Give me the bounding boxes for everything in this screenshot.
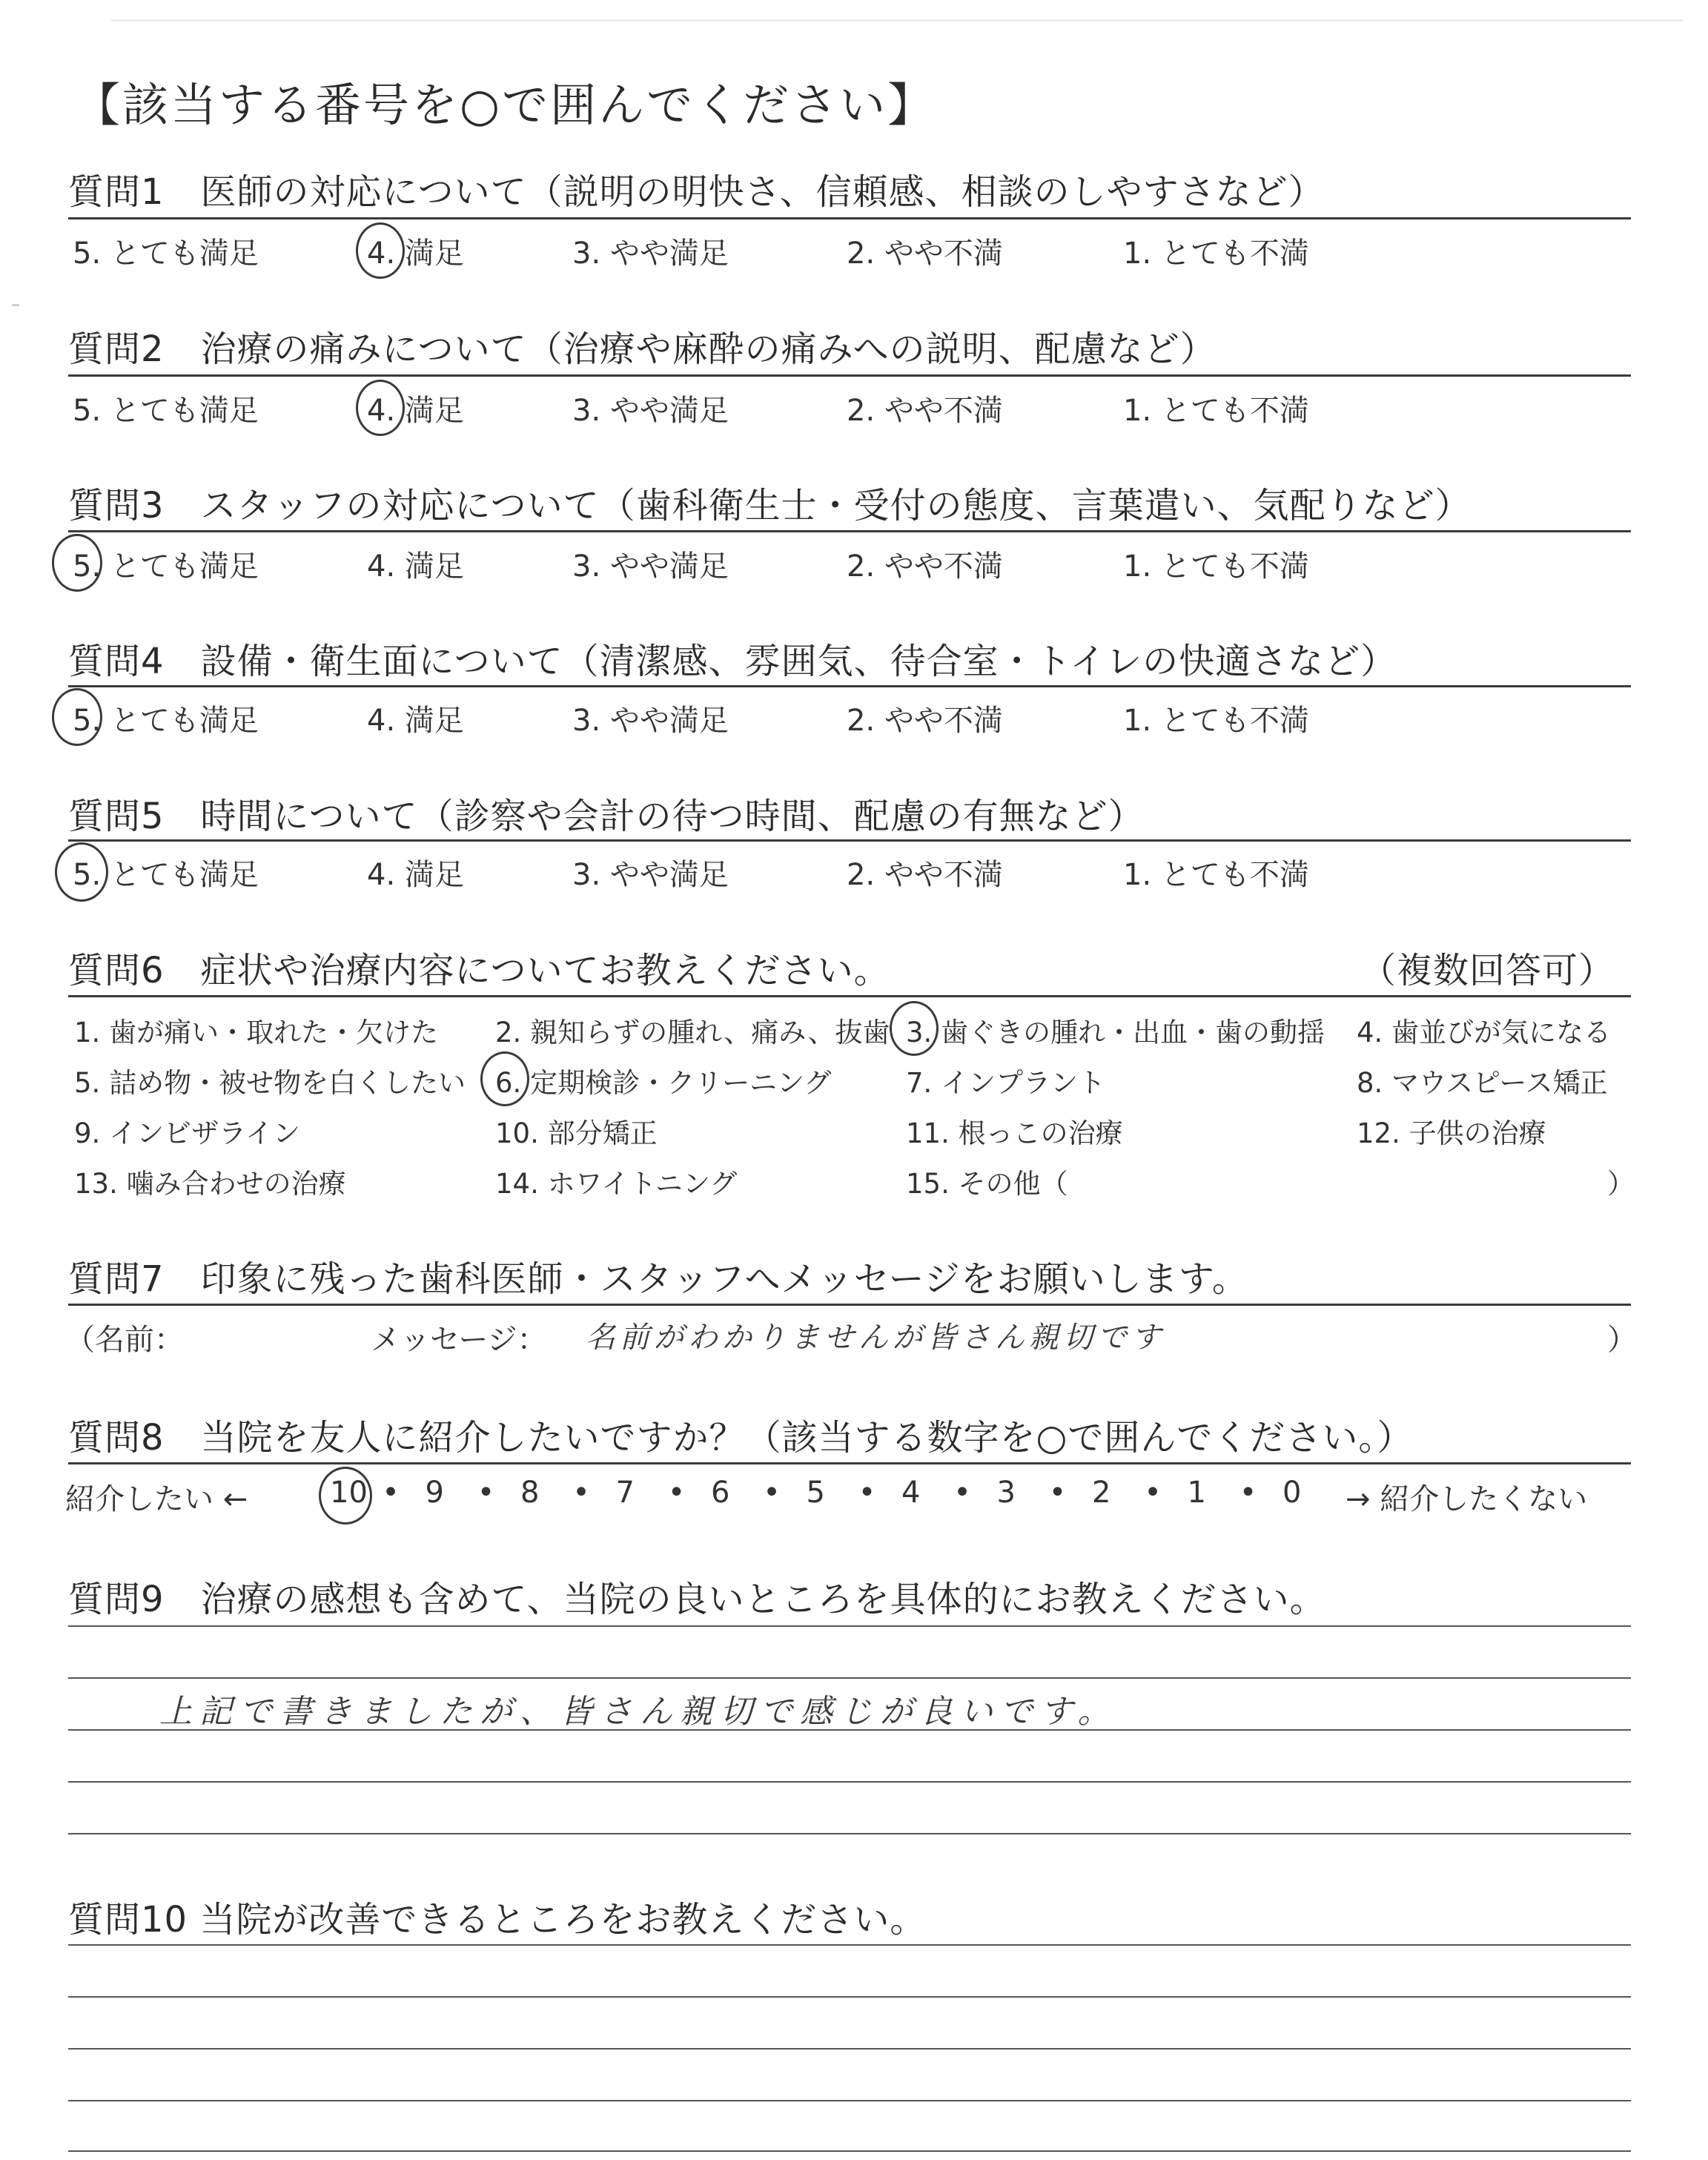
q1-option-3[interactable]: 3. やや満足 (572, 237, 729, 271)
q7-rule (68, 1304, 1631, 1306)
q6-rule (68, 995, 1631, 997)
top-scan-edge (111, 19, 1683, 22)
q8-scale-10[interactable]: 10 (330, 1476, 368, 1510)
q2-rule (68, 374, 1631, 377)
q4-selected-circle (52, 688, 102, 746)
q6-option-8[interactable]: 8. マウスピース矯正 (1357, 1067, 1608, 1099)
q1-option-5[interactable]: 5. とても満足 (73, 237, 259, 271)
q2-option-1[interactable]: 1. とても不満 (1123, 394, 1309, 428)
q9-title: 質問9 治療の感想も含めて、当院の良いところを具体的にお教えください。 (68, 1579, 1326, 1620)
q10-title: 質問10 当院が改善できるところをお教えください。 (68, 1899, 927, 1941)
q9-line-2 (68, 1677, 1631, 1679)
q6-option-7[interactable]: 7. インプラント (906, 1067, 1106, 1099)
q4-option-2[interactable]: 2. やや不満 (847, 704, 1003, 738)
q6-option-2[interactable]: 2. 親知らずの腫れ、痛み、抜歯 (495, 1017, 890, 1048)
q1-option-2[interactable]: 2. やや不満 (847, 237, 1003, 271)
q8-scale-separator: • (953, 1476, 971, 1510)
q6-option-14[interactable]: 14. ホワイトニング (495, 1168, 738, 1200)
q3-title: 質問3 スタッフの対応について（歯科衛生士・受付の態度、言葉遣い、気配りなど） (68, 485, 1472, 526)
q6-title: 質問6 症状や治療内容についてお教えください。 (68, 950, 890, 991)
q9-line-5 (68, 1833, 1631, 1834)
q9-handwritten-answer: 上記で書きましたが、皆さん親切で感じが良いです。 (159, 1693, 1118, 1731)
q2-option-4[interactable]: 4. 満足 (367, 394, 464, 428)
q6-option-9[interactable]: 9. インビザライン (74, 1117, 300, 1149)
q5-option-3[interactable]: 3. やや満足 (572, 858, 729, 892)
q8-scale-1[interactable]: 1 (1187, 1476, 1206, 1510)
q5-title: 質問5 時間について（診察や会計の待つ時間、配慮の有無など） (68, 796, 1145, 837)
q6-option-1[interactable]: 1. 歯が痛い・取れた・欠けた (74, 1017, 439, 1048)
q1-option-1[interactable]: 1. とても不満 (1123, 237, 1309, 271)
q8-scale-6[interactable]: 6 (711, 1476, 730, 1510)
q8-scale-8[interactable]: 8 (520, 1476, 540, 1510)
q8-rule (68, 1462, 1631, 1464)
q6-option-12[interactable]: 12. 子供の治療 (1357, 1117, 1546, 1149)
q6-option-6[interactable]: 6. 定期検診・クリーニング (495, 1067, 832, 1099)
q6-option-4[interactable]: 4. 歯並びが気になる (1357, 1017, 1612, 1048)
q8-scale-separator: • (382, 1476, 400, 1510)
q8-scale-separator: • (1239, 1476, 1257, 1510)
q7-message-label: メッセージ： (371, 1323, 547, 1357)
q8-scale-7[interactable]: 7 (615, 1476, 635, 1510)
q9-line-1 (68, 1625, 1631, 1627)
q10-line-1 (68, 1944, 1631, 1946)
q9-line-4 (68, 1781, 1631, 1783)
q5-option-2[interactable]: 2. やや不満 (847, 858, 1003, 892)
q4-option-5[interactable]: 5. とても満足 (73, 704, 259, 738)
q7-name-label: （名前： (65, 1323, 184, 1357)
q8-title: 質問8 当院を友人に紹介したいですか？（該当する数字を○で囲んでください。） (68, 1417, 1414, 1459)
q7-handwritten-message: 名前がわかりませんが皆さん親切です (586, 1321, 1165, 1355)
q8-scale-5[interactable]: 5 (806, 1476, 825, 1510)
q1-selected-circle (356, 222, 405, 279)
scan-mark (12, 304, 19, 306)
q1-title: 質問1 医師の対応について（説明の明快さ、信頼感、相談のしやすさなど） (68, 171, 1325, 213)
q6-selected-circle-6 (480, 1051, 529, 1106)
q5-option-4[interactable]: 4. 満足 (367, 858, 464, 892)
page-header: 【該当する番号を○で囲んでください】 (74, 78, 936, 132)
q10-line-3 (68, 2048, 1631, 2050)
q5-selected-circle (55, 842, 108, 902)
q8-selected-circle (319, 1467, 372, 1525)
q3-option-2[interactable]: 2. やや不満 (847, 549, 1003, 584)
q6-option-11[interactable]: 11. 根っこの治療 (906, 1117, 1123, 1149)
q2-selected-circle (356, 380, 405, 436)
q8-scale-separator: • (1048, 1476, 1067, 1510)
q6-note: （複数回答可） (1360, 950, 1615, 991)
q7-title: 質問7 印象に残った歯科医師・スタッフへメッセージをお願いします。 (68, 1258, 1248, 1300)
q3-option-1[interactable]: 1. とても不満 (1123, 549, 1309, 584)
q8-scale-separator: • (1144, 1476, 1162, 1510)
q8-scale-separator: • (763, 1476, 781, 1510)
q6-option-15-close: ） (1607, 1168, 1635, 1200)
q1-rule (68, 217, 1631, 219)
q8-scale-9[interactable]: 9 (425, 1476, 444, 1510)
q10-line-2 (68, 1996, 1631, 1998)
q3-option-4[interactable]: 4. 満足 (367, 549, 464, 584)
q3-option-3[interactable]: 3. やや満足 (572, 549, 729, 584)
q6-option-10[interactable]: 10. 部分矯正 (495, 1117, 658, 1149)
q4-option-4[interactable]: 4. 満足 (367, 704, 464, 738)
q4-rule (68, 685, 1631, 687)
q8-scale-4[interactable]: 4 (901, 1476, 921, 1510)
q8-scale-separator: • (858, 1476, 876, 1510)
q2-option-2[interactable]: 2. やや不満 (847, 394, 1003, 428)
q5-option-1[interactable]: 1. とても不満 (1123, 858, 1309, 892)
q3-rule (68, 530, 1631, 532)
q10-line-5 (68, 2150, 1631, 2152)
q8-left-label: 紹介したい ← (65, 1482, 248, 1516)
q6-option-13[interactable]: 13. 噛み合わせの治療 (74, 1168, 346, 1200)
q8-scale-separator: • (477, 1476, 495, 1510)
q6-selected-circle-3 (890, 1001, 939, 1056)
q2-option-5[interactable]: 5. とても満足 (73, 394, 259, 428)
q4-title: 質問4 設備・衛生面について（清潔感、雰囲気、待合室・トイレの快適さなど） (68, 641, 1397, 682)
q8-scale-2[interactable]: 2 (1092, 1476, 1111, 1510)
q4-option-1[interactable]: 1. とても不満 (1123, 704, 1309, 738)
q2-option-3[interactable]: 3. やや満足 (572, 394, 729, 428)
q8-scale-separator: • (572, 1476, 590, 1510)
q8-scale-0[interactable]: 0 (1282, 1476, 1302, 1510)
q1-option-4[interactable]: 4. 満足 (367, 237, 464, 271)
q3-selected-circle (52, 534, 102, 592)
q5-option-5[interactable]: 5. とても満足 (73, 858, 259, 892)
q8-right-label: → 紹介したくない (1345, 1482, 1588, 1516)
q8-scale-separator: • (667, 1476, 686, 1510)
q8-scale-3[interactable]: 3 (996, 1476, 1016, 1510)
q2-title: 質問2 治療の痛みについて（治療や麻酔の痛みへの説明、配慮など） (68, 328, 1217, 370)
q4-option-3[interactable]: 3. やや満足 (572, 704, 729, 738)
q6-option-5[interactable]: 5. 詰め物・被せ物を白くしたい (74, 1067, 466, 1099)
q5-rule (68, 839, 1631, 842)
q6-option-3[interactable]: 3. 歯ぐきの腫れ・出血・歯の動揺 (906, 1017, 1325, 1048)
q10-line-4 (68, 2100, 1631, 2101)
q6-option-15[interactable]: 15. その他（ (906, 1168, 1068, 1200)
q3-option-5[interactable]: 5. とても満足 (73, 549, 259, 584)
q7-close-paren: ） (1607, 1323, 1637, 1357)
